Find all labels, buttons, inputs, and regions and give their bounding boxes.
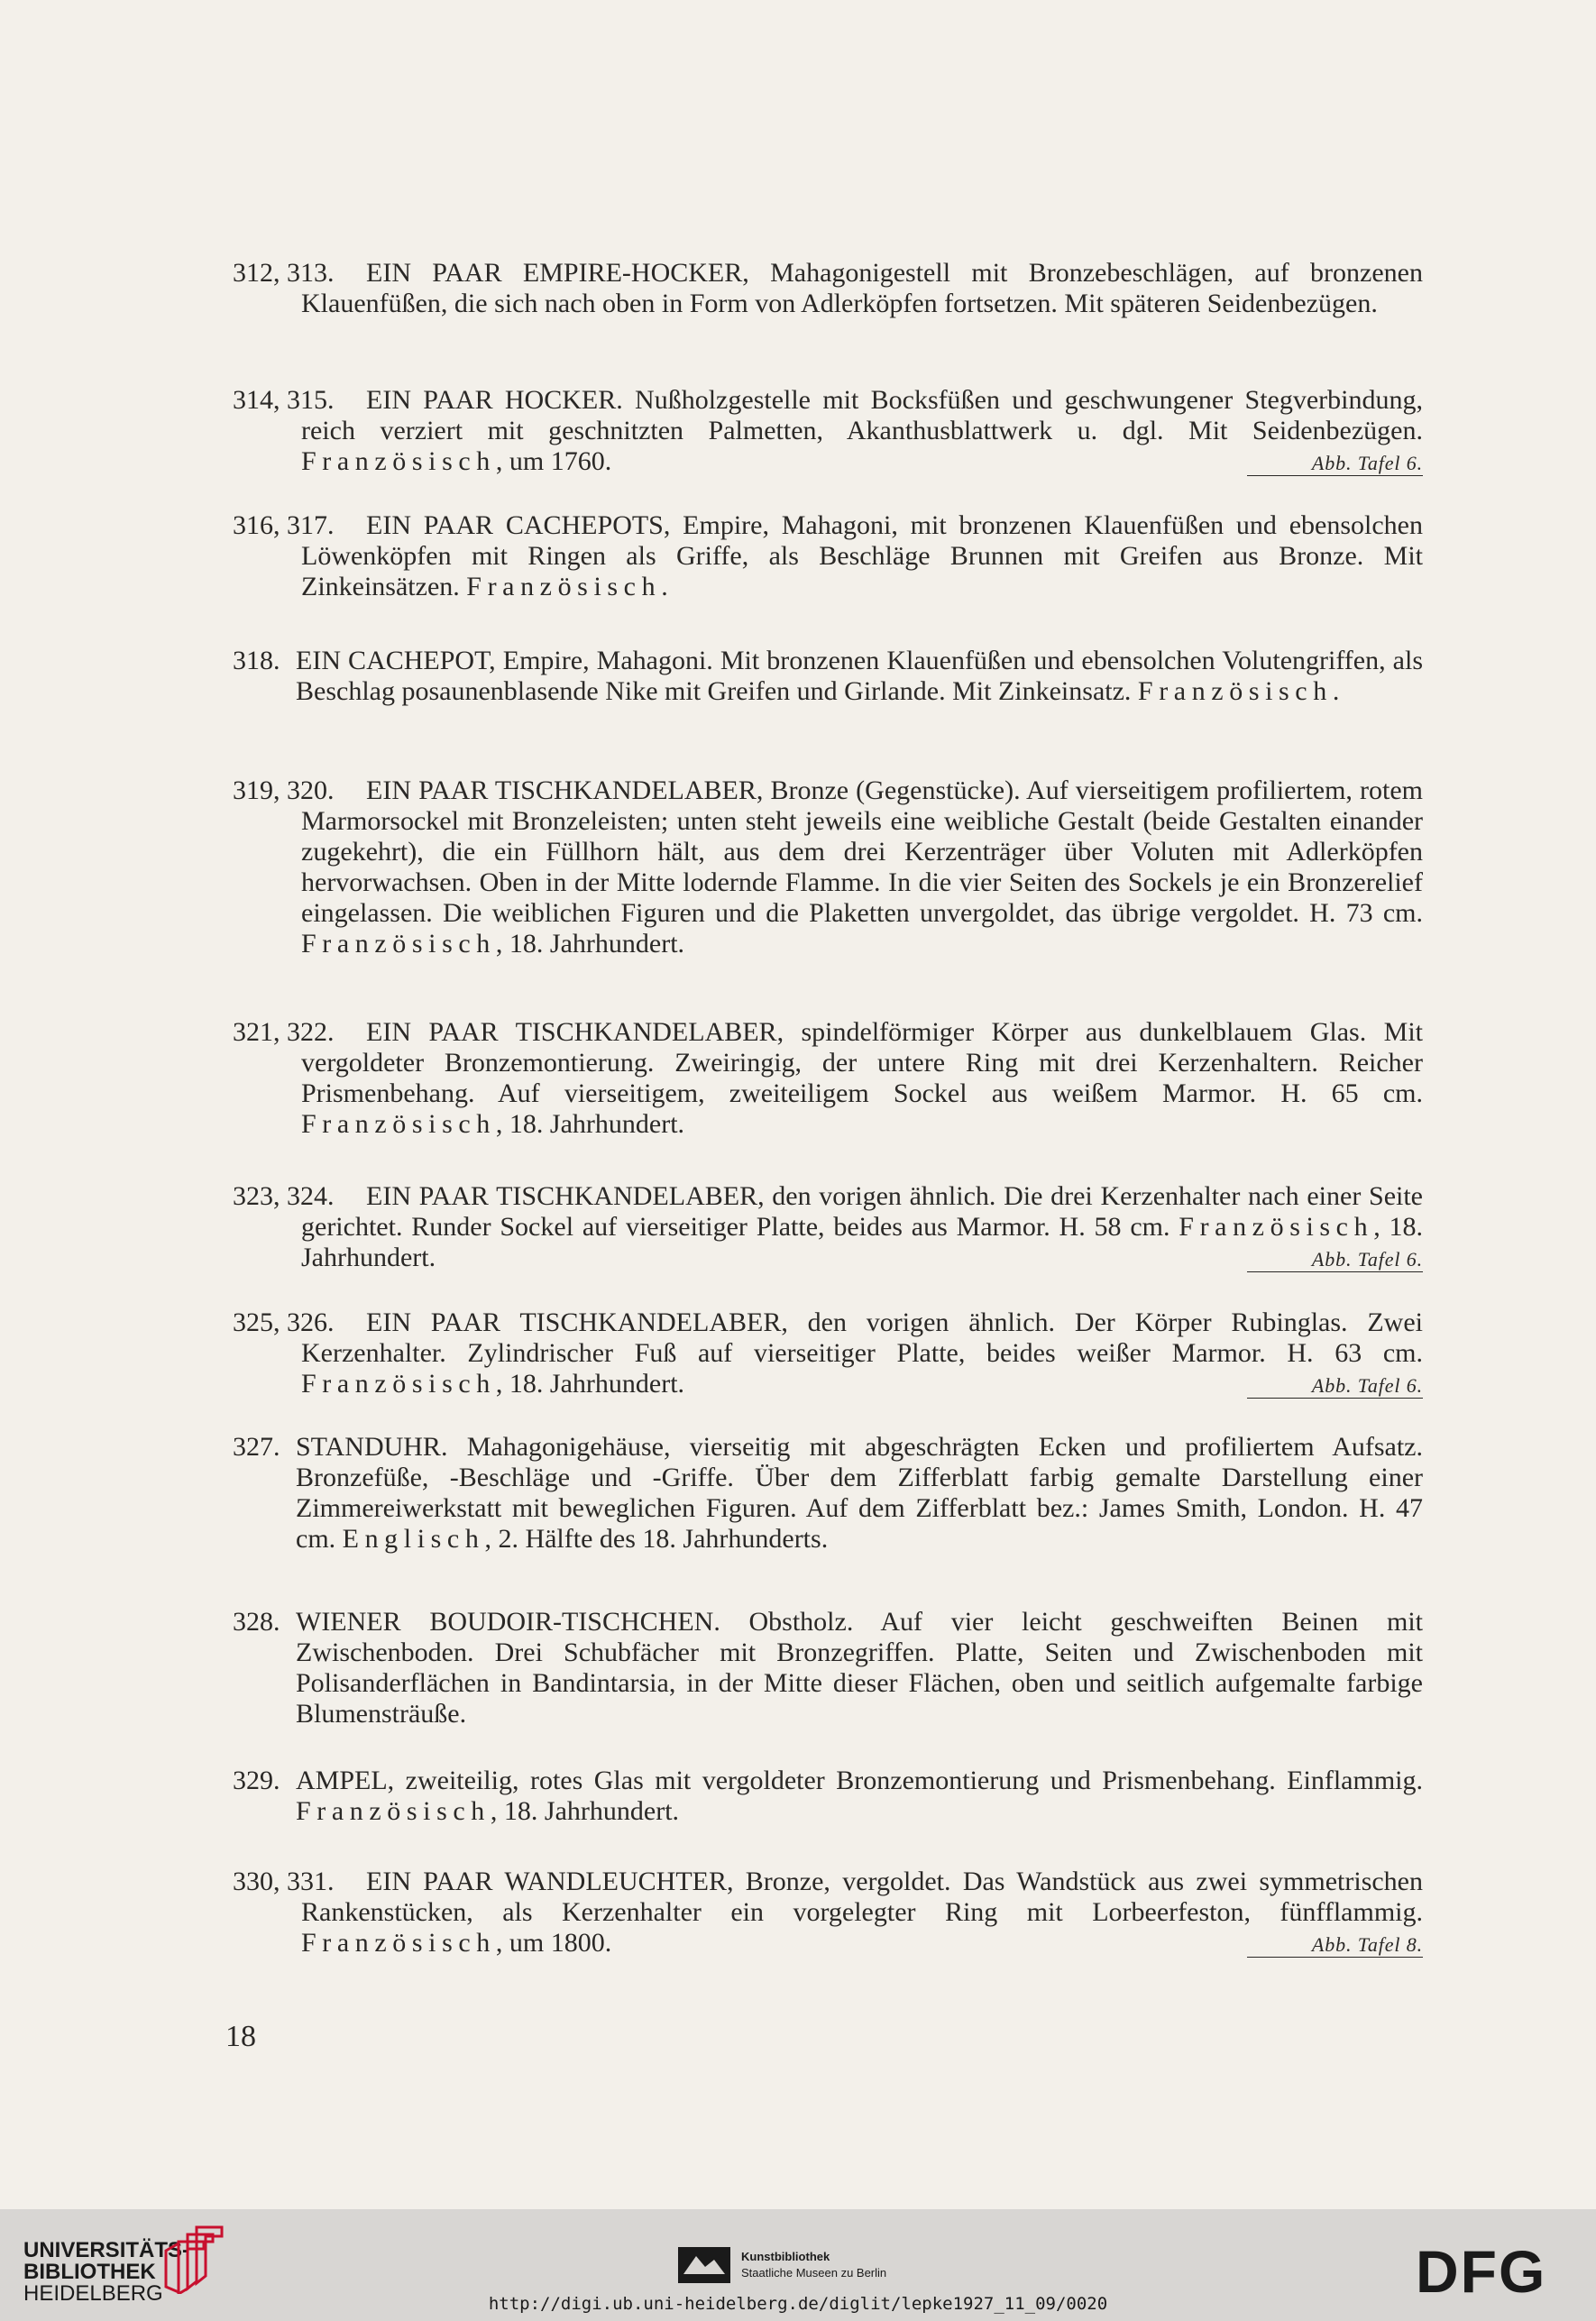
entry-text: EIN PAAR TISCHKANDELABER, spindelförmiger Körper aus dunkelblauem Glas. Mit vergoldeter Bronzemontierung. Zweiringig, der untere Ring mit drei Kerzenhaltern. Reicher Prismenbehang. Auf vierseitigem, zweiteiligem Sockel aus weißem Marmor. H. 65 cm.: [301, 1017, 1423, 1108]
entry-date: , um 1800.: [495, 1928, 612, 1958]
entry-number: 319, 320.: [233, 775, 335, 805]
entry-text: EIN PAAR TISCHKANDELABER, Bronze (Gegenstücke). Auf vierseitigem profiliertem, rotem Marmorsockel mit Bronzeleisten; unten steht jeweils eine weibliche Gestalt (beide Gestalten einander zugekehrt), die ein Füllhorn hält, aus dem drei Kerzenträger über Voluten mit Adlerköpfen hervorwachsen. Oben in der Mitte lodernde Flamme. In die vier Seiten des Sockels je ein Bronzerelief eingelassen. Die weiblichen Figuren und die Plaketten unvergoldet, das übrige vergoldet. H. 73 cm.: [301, 775, 1423, 928]
catalog-entry: [233, 385, 1423, 477]
entry-text: EIN PAAR HOCKER. Nußholzgestelle mit Bocksfüßen und geschwungener Stegverbindung, reich verziert mit geschnitzten Palmetten, Akanthusblattwerk u. dgl. Mit Seidenbezügen.: [301, 385, 1423, 445]
entry-origin: Englisch: [342, 1524, 485, 1554]
entry-number: 328.: [233, 1607, 280, 1637]
entry-date: , 2. Hälfte des 18. Jahrhunderts.: [484, 1524, 829, 1554]
entry-date: .: [1332, 676, 1340, 706]
entry-origin: Französisch: [301, 1928, 496, 1958]
entry-origin: Französisch: [1179, 1212, 1374, 1242]
entry-text: EIN CACHEPOT, Empire, Mahagoni. Mit bronzenen Klauenfüßen und ebensolchen Volutengriffen, als Beschlag posaunenblasende Nike mit Greifen und Girlande. Mit Zinkeinsatz.: [296, 646, 1423, 706]
entry-number: 316, 317.: [233, 510, 335, 540]
entry-number: 325, 326.: [233, 1307, 335, 1337]
entry-text: EIN PAAR CACHEPOTS, Empire, Mahagoni, mit bronzenen Klauenfüßen und ebensolchen Löwenköpfen mit Ringen als Griffe, als Beschläge Brunnen mit Greifen aus Bronze. Mit Zinkeinsätzen.: [301, 510, 1423, 601]
kunstbibliothek-logo-icon[interactable]: [678, 2247, 730, 2283]
entry-text: EIN PAAR EMPIRE-HOCKER, Mahagonigestell mit Bronzebeschlägen, auf bronzenen Klauenfüßen, die sich nach oben in Form von Adlerköpfen fortsetzen. Mit späteren Seidenbezügen.: [301, 258, 1423, 318]
entry-description: [233, 1181, 1423, 1273]
entry-text: WIENER BOUDOIR-TISCHCHEN. Obstholz. Auf vier leicht geschweiften Beinen mit Zwischenboden. Drei Schubfächer mit Bronzegriffen. Platte, Seiten und Zwischenboden mit Polisanderflächen in Bandintarsia, in der Mitte dieser Flächen, oben und seitlich aufgemalte farbige Blumensträuße.: [296, 1607, 1423, 1729]
entry-number: 329.: [233, 1766, 280, 1795]
entry-number: 330, 331.: [233, 1867, 335, 1896]
catalog-entry: [233, 258, 1423, 319]
entry-date: , 18. Jahrhundert.: [495, 1369, 685, 1399]
entry-origin: Französisch: [301, 1109, 496, 1139]
page-number: 18: [225, 2020, 256, 2053]
catalog-entry: [233, 1607, 1423, 1729]
entry-description: [233, 1017, 1423, 1140]
dfg-logo-text: DFG: [1416, 2245, 1547, 2296]
entry-description: [233, 1867, 1423, 1959]
entry-description: [233, 775, 1423, 959]
ub-line-1: UNIVERSITÄTS-: [23, 2238, 190, 2262]
entry-text: EIN PAAR WANDLEUCHTER, Bronze, vergoldet. Das Wandstück aus zwei symmetrischen Rankenstücken, als Kerzenhalter ein vorgelegter Ring mit Lorbeerfeston, fünfflammig.: [301, 1867, 1423, 1927]
entry-date: .: [661, 572, 668, 601]
kunstbibliothek-text[interactable]: [741, 2249, 886, 2281]
entry-description: [233, 510, 1423, 602]
ub-logo-icon[interactable]: [161, 2224, 225, 2294]
plate-reference: Abb. Tafel 6.: [1247, 452, 1423, 476]
entry-origin: Französisch: [296, 1796, 491, 1826]
kb-subtitle: Staatliche Museen zu Berlin: [741, 2266, 887, 2280]
entry-text: AMPEL, zweiteilig, rotes Glas mit vergoldeter Bronzemontierung und Prismenbehang. Einflammig.: [296, 1766, 1423, 1795]
ub-line-3: HEIDELBERG: [23, 2281, 163, 2306]
plate-reference: Abb. Tafel 6.: [1247, 1248, 1423, 1272]
entry-origin: Französisch: [301, 1369, 496, 1399]
entry-date: , 18. Jahrhundert.: [301, 1212, 1424, 1272]
entry-description: [233, 646, 1423, 707]
entry-date: , 18. Jahrhundert.: [495, 929, 685, 959]
catalog-entry: [233, 1017, 1423, 1140]
catalog-entry: [233, 1307, 1423, 1399]
entry-number: 321, 322.: [233, 1017, 335, 1047]
ub-line-2: BIBLIOTHEK: [23, 2260, 156, 2284]
entry-origin: Französisch: [1137, 676, 1333, 706]
catalog-entry: [233, 1181, 1423, 1273]
catalog-entry: [233, 1867, 1423, 1959]
entry-date: , 18. Jahrhundert.: [490, 1796, 680, 1826]
entry-text: EIN PAAR TISCHKANDELABER, den vorigen ähnlich. Der Körper Rubinglas. Zwei Kerzenhalter. Zylindrischer Fuß auf vierseitiger Platte, beides weißer Marmor. H. 63 cm.: [301, 1307, 1423, 1368]
source-url[interactable]: http://digi.ub.uni-heidelberg.de/diglit/lepke1927_11_09/0020: [488, 2294, 1108, 2314]
entry-text: EIN PAAR TISCHKANDELABER, den vorigen ähnlich. Die drei Kerzenhalter nach einer Seite gerichtet. Runder Sockel auf vierseitiger Platte, beides aus Marmor. H. 58 cm.: [301, 1181, 1423, 1242]
entry-date: , um 1760.: [495, 446, 612, 476]
catalog-entry: [233, 775, 1423, 959]
entry-number: 312, 313.: [233, 258, 335, 288]
footer-bar: [0, 2209, 1596, 2321]
entry-description: [233, 1432, 1423, 1555]
entry-number: 314, 315.: [233, 385, 335, 415]
entry-origin: Französisch: [301, 929, 496, 959]
entry-description: [233, 1766, 1423, 1827]
catalog-entry: [233, 1766, 1423, 1827]
entry-text: STANDUHR. Mahagonigehäuse, vierseitig mit abgeschrägten Ecken und profiliertem Aufsatz. Bronzefüße, -Beschläge und -Griffe. Über dem Zifferblatt farbig gemalte Darstellung einer Zimmereiwerkstatt mit beweglichen Figuren. Auf dem Zifferblatt bez.: James Smith, London. H. 47 cm.: [296, 1432, 1423, 1554]
entry-description: [233, 258, 1423, 319]
plate-reference: Abb. Tafel 6.: [1247, 1374, 1423, 1399]
entry-description: [233, 1307, 1423, 1399]
catalog-entry: [233, 1432, 1423, 1555]
kb-title: Kunstbibliothek: [741, 2250, 830, 2263]
dfg-logo[interactable]: [1416, 2245, 1574, 2296]
entry-origin: Französisch: [301, 446, 496, 476]
entry-number: 323, 324.: [233, 1181, 335, 1211]
entry-number: 327.: [233, 1432, 280, 1462]
catalog-entry: [233, 646, 1423, 707]
entry-number: 318.: [233, 646, 280, 675]
catalog-entry: [233, 510, 1423, 602]
entry-origin: Französisch: [466, 572, 662, 601]
plate-reference: Abb. Tafel 8.: [1247, 1933, 1423, 1958]
entry-description: [233, 385, 1423, 477]
entry-date: , 18. Jahrhundert.: [495, 1109, 685, 1139]
entry-description: [233, 1607, 1423, 1729]
